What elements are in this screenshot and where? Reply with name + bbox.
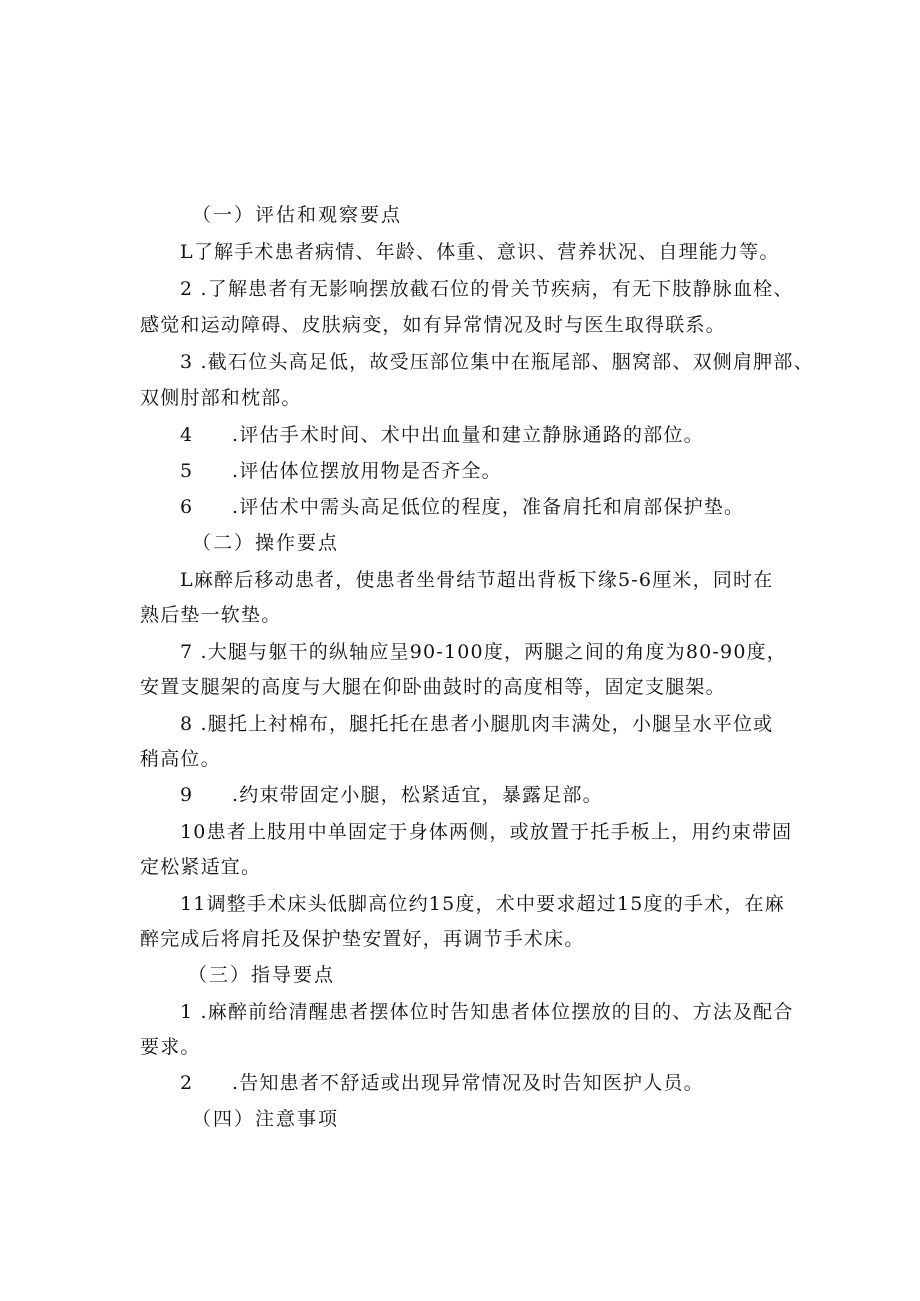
- paragraph-3-2: [180, 1071, 704, 1095]
- item-text: .评估手术时间、术中出血量和建立静脉通路的部位。: [232, 424, 704, 446]
- paragraph-2-2-line1: 7 .大腿与躯干的纵轴应呈90-100度，两腿之间的角度为80-90度，: [180, 641, 788, 663]
- section-heading-1: （一）评估和观察要点: [192, 204, 403, 226]
- item-text: .约束带固定小腿，松紧适宜，暴露足部。: [232, 784, 603, 806]
- section-heading-3: （三）指导要点: [188, 964, 336, 986]
- item-text: .告知患者不舒适或出现异常情况及时告知医护人员。: [232, 1072, 704, 1094]
- paragraph-2-2-line2: 安置支腿架的高度与大腿在仰卧曲鼓时的高度相等，固定支腿架。: [140, 676, 726, 698]
- item-number: 6: [180, 496, 194, 518]
- paragraph-2-6-line2: 醉完成后将肩托及保护垫安置好，再调节手术床。: [140, 928, 585, 950]
- item-text: .评估术中需头高足低位的程度，准备肩托和肩部保护垫。: [232, 496, 745, 518]
- section-heading-4: （四）注意事项: [192, 1108, 340, 1130]
- paragraph-1-2-line2: 感觉和运动障碍、皮肤病变，如有异常情况及时与医生取得联系。: [140, 314, 726, 336]
- paragraph-1-4: [180, 423, 704, 447]
- paragraph-2-1-line2: 熟后垫一软垫。: [140, 604, 282, 626]
- paragraph-2-3-line2: 稍高位。: [140, 748, 221, 770]
- paragraph-1-1: L了解手术患者病情、年龄、体重、意识、营养状况、自理能力等。: [180, 241, 780, 263]
- paragraph-1-3-line2: 双侧肘部和枕部。: [140, 387, 302, 409]
- paragraph-2-4: [180, 783, 603, 807]
- paragraph-3-1-line2: 要求。: [140, 1036, 201, 1058]
- item-text: .评估体位摆放用物是否齐全。: [232, 460, 502, 482]
- paragraph-2-5-line2: 定松紧适宜。: [140, 856, 262, 878]
- paragraph-1-5: [180, 459, 502, 483]
- item-number: 4: [180, 424, 194, 446]
- item-number: 9: [180, 784, 194, 806]
- paragraph-2-6-line1: 11调整手术床头低脚高位约15度，术中要求超过15度的手术，在麻: [180, 893, 785, 915]
- paragraph-1-6: [180, 495, 744, 519]
- item-number: 2: [180, 1072, 194, 1094]
- section-heading-2: （二）操作要点: [192, 532, 340, 554]
- paragraph-2-5-line1: 10患者上肢用中单固定于身体两侧，或放置于托手板上，用约束带固: [180, 821, 793, 843]
- item-number: 5: [180, 460, 194, 482]
- paragraph-3-1-line1: 1 .麻醉前给清醒患者摆体位时告知患者体位摆放的目的、方法及配合: [180, 1001, 794, 1023]
- paragraph-1-2-line1: 2 .了解患者有无影响摆放截石位的骨关节疾病，有无下肢静脉血栓、: [180, 278, 794, 300]
- paragraph-2-3-line1: 8 .腿托上衬棉布，腿托托在患者小腿肌肉丰满处，小腿呈水平位或: [180, 713, 774, 735]
- paragraph-1-3-line1: 3 .截石位头高足低，故受压部位集中在瓶尾部、胭窝部、双侧肩胛部、: [180, 351, 814, 373]
- paragraph-2-1-line1: L麻醉后移动患者，使患者坐骨结节超出背板下缘5-6厘米，同时在: [180, 569, 774, 591]
